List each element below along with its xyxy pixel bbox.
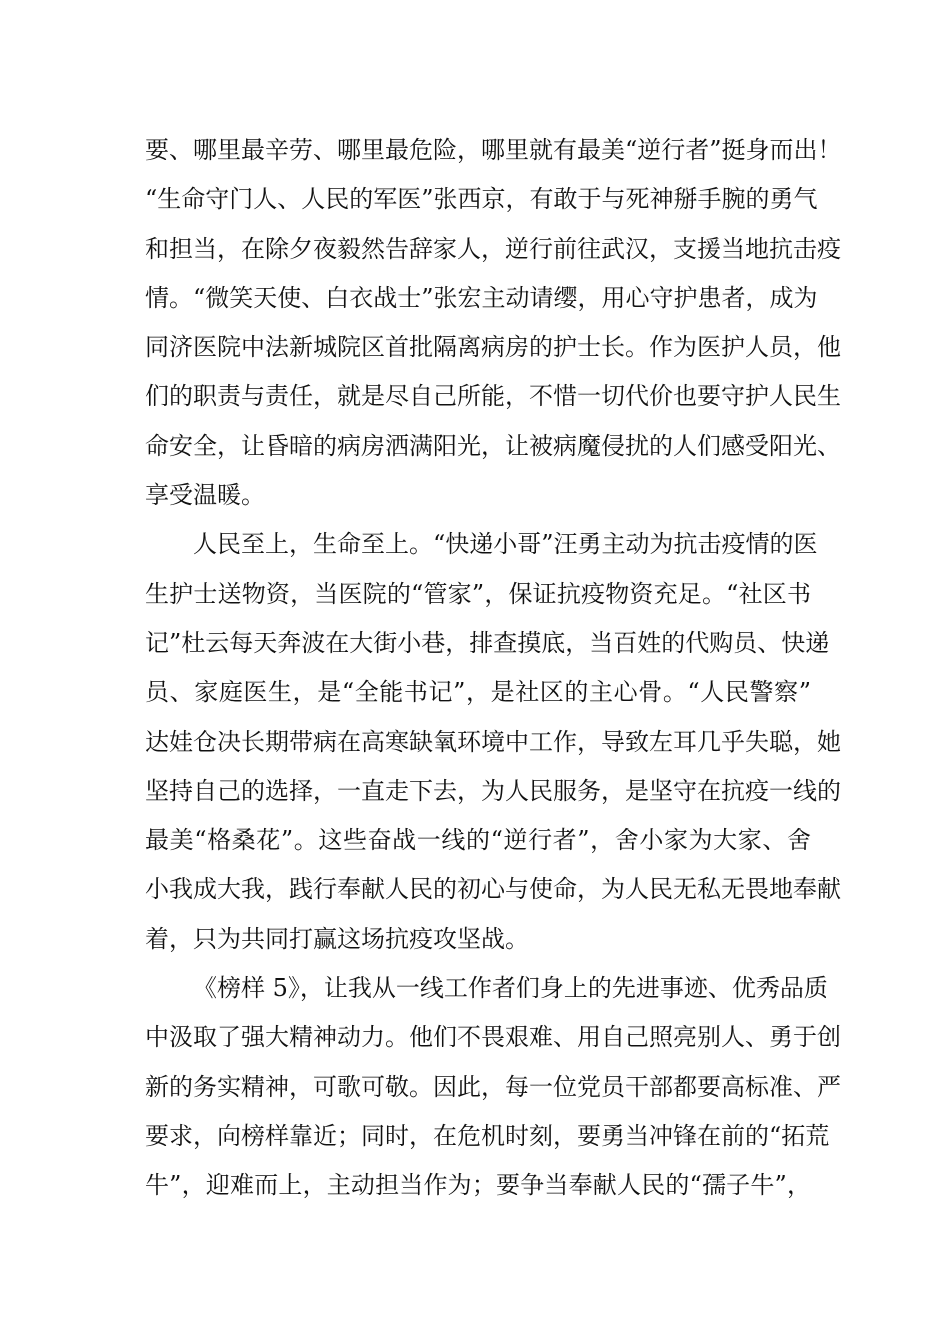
paragraph-3	[145, 964, 841, 1210]
text-line: 中汲取了强大精神动力。他们不畏艰难、用自己照亮别人、勇于创	[145, 1023, 841, 1052]
text-line: 要求，向榜样靠近；同时，在危机时刻，要勇当冲锋在前的“拓荒	[145, 1121, 830, 1150]
text-line: 着，只为共同打赢这场抗疫攻坚战。	[145, 924, 529, 953]
text-line: 命安全，让昏暗的病房洒满阳光，让被病魔侵扰的人们感受阳光、	[145, 431, 841, 460]
text-line: 享受温暖。	[145, 481, 265, 510]
text-line: 坚持自己的选择，一直走下去，为人民服务，是坚守在抗疫一线的	[145, 776, 841, 805]
text-line: 情。“微笑天使、白衣战士”张宏主动请缨，用心守护患者，成为	[145, 283, 818, 312]
text-line: 《榜样 5》，让我从一线工作者们身上的先进事迹、优秀品质	[193, 974, 828, 1003]
text-line: 同济医院中法新城院区首批隔离病房的护士长。作为医护人员，他	[145, 333, 841, 362]
text-line: 员、家庭医生，是“全能书记”，是社区的主心骨。“人民警察”	[145, 678, 811, 707]
text-line: 和担当，在除夕夜毅然告辞家人，逆行前往武汉，支援当地抗击疫	[145, 234, 841, 263]
text-line: 达娃仓决长期带病在高寒缺氧环境中工作，导致左耳几乎失聪，她	[145, 727, 841, 756]
text-line: 生护士送物资，当医院的“管家”，保证抗疫物资充足。“社区书	[145, 579, 811, 608]
text-line: 们的职责与责任，就是尽自己所能，不惜一切代价也要守护人民生	[145, 382, 841, 411]
text-line: 人民至上，生命至上。“快递小哥”汪勇主动为抗击疫情的医	[193, 530, 818, 559]
text-line: 新的务实精神，可歌可敬。因此，每一位党员干部都要高标准、严	[145, 1072, 841, 1101]
text-line: 记”杜云每天奔波在大街小巷，排查摸底，当百姓的代购员、快递	[145, 628, 830, 657]
text-line: 要、哪里最辛劳、哪里最危险，哪里就有最美“逆行者”挺身而出！	[145, 136, 842, 164]
text-line: 牛”，迎难而上，主动担当作为；要争当奉献人民的“孺子牛”，	[145, 1171, 811, 1200]
text-line: 小我成大我，践行奉献人民的初心与使命，为人民无私无畏地奉献	[145, 875, 841, 904]
body-text	[145, 126, 842, 1211]
paragraph-1	[145, 126, 842, 520]
paragraph-2	[145, 520, 841, 964]
text-line: 最美“格桑花”。这些奋战一线的“逆行者”，舍小家为大家、舍	[145, 826, 811, 855]
text-line: “生命守门人、人民的军医”张西京，有敢于与死神掰手腕的勇气	[145, 185, 818, 214]
